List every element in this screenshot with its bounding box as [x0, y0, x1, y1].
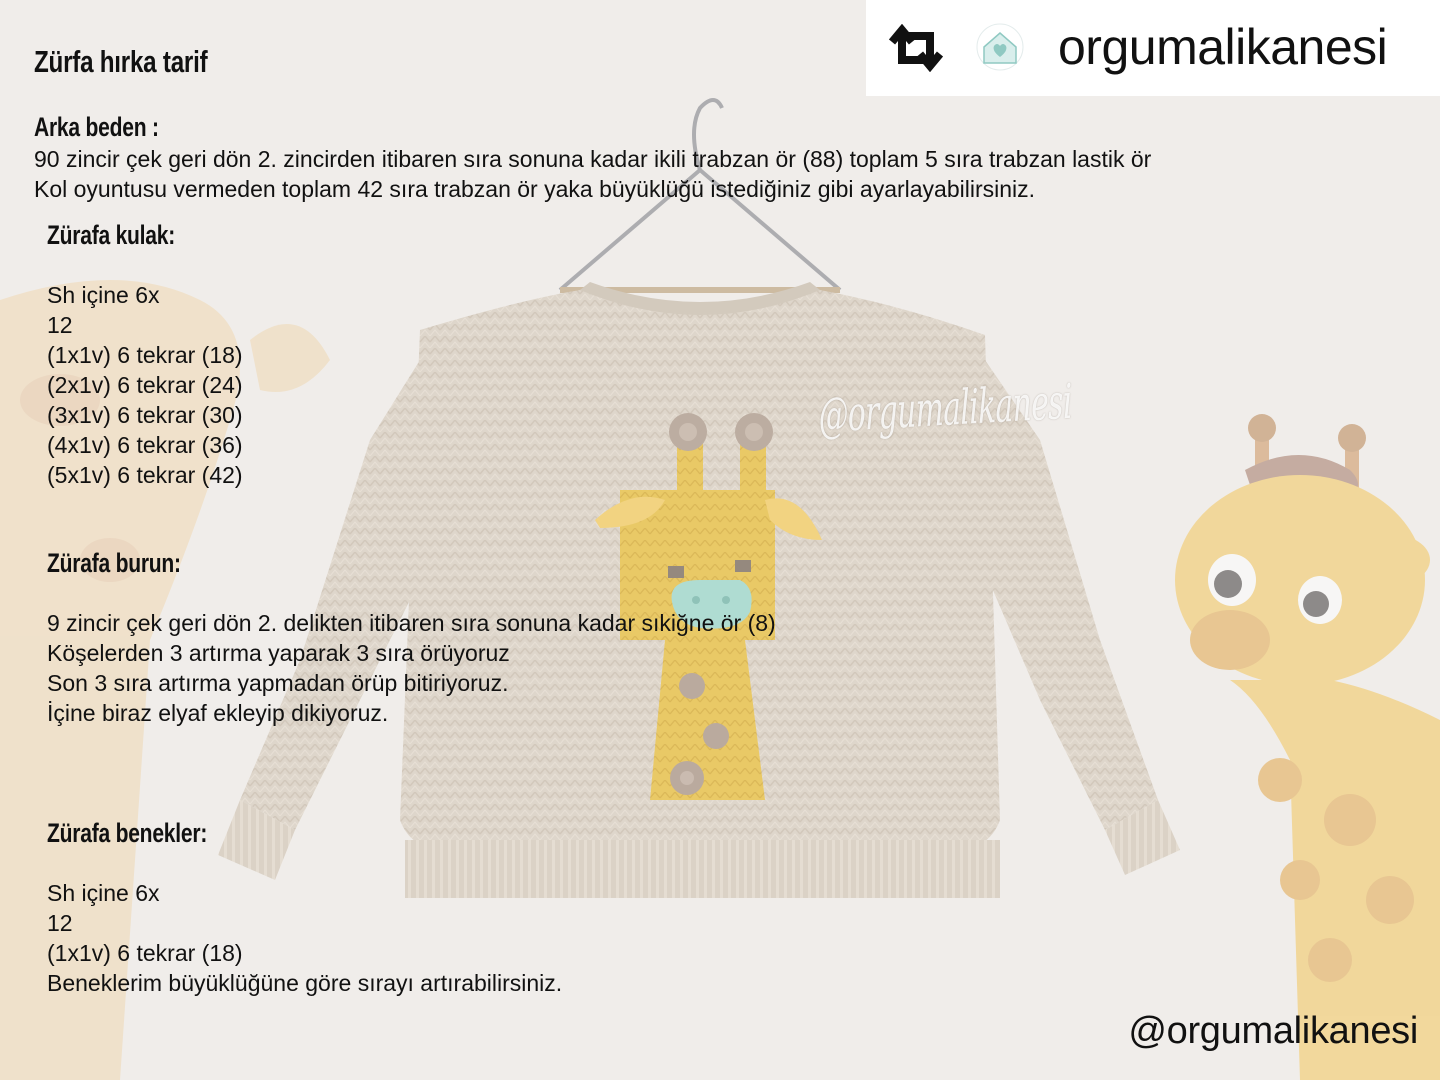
text-line: Kol oyuntusu vermeden toplam 42 sıra trabzan ör yaka büyüklüğü istediğiniz gibi ayarlayabilirsiniz.	[34, 176, 1036, 202]
text-line: 12	[47, 910, 73, 936]
text-line: 9 zincir çek geri dön 2. delikten itibaren sıra sonuna kadar sıkiğne ör (8)	[47, 610, 776, 636]
section-body-kulak	[47, 280, 243, 490]
avatar[interactable]	[970, 14, 1030, 80]
text-line: (1x1v) 6 tekrar (18)	[47, 342, 243, 368]
text-line: Sh içine 6x	[47, 880, 160, 906]
text-line: Son 3 sıra artırma yapmadan örüp bitiriyoruz.	[47, 670, 509, 696]
section-heading-burun: Zürafa burun:	[47, 548, 181, 578]
text-line: 12	[47, 312, 73, 338]
repost-username[interactable]: orgumalikanesi	[1058, 19, 1388, 75]
text-line: (2x1v) 6 tekrar (24)	[47, 372, 243, 398]
section-heading-kulak: Zürafa kulak:	[47, 220, 176, 250]
text-line: (3x1v) 6 tekrar (30)	[47, 402, 243, 428]
text-line: İçine biraz elyaf ekleyip dikiyoruz.	[47, 700, 389, 726]
section-heading-benekler: Zürafa benekler:	[47, 818, 208, 848]
text-line: (1x1v) 6 tekrar (18)	[47, 940, 243, 966]
section-heading-arka-beden: Arka beden :	[34, 112, 159, 142]
footer-handle: @orgumalikanesi	[1128, 1010, 1418, 1052]
house-heart-logo	[976, 23, 1024, 71]
photo-watermark: @orgumalikanesi	[818, 373, 1073, 444]
text-line: Beneklerim büyüklüğüne göre sırayı artırabilirsiniz.	[47, 970, 563, 996]
repost-header	[866, 0, 1440, 96]
section-body-benekler	[47, 878, 562, 998]
recipe-title: Zürfa hırka tarif	[34, 44, 208, 79]
text-line: (5x1v) 6 tekrar (42)	[47, 462, 243, 488]
text-line: Sh içine 6x	[47, 282, 160, 308]
repost-arrows-icon	[886, 24, 946, 72]
section-body-arka-beden	[34, 144, 1151, 204]
text-line: 90 zincir çek geri dön 2. zincirden itibaren sıra sonuna kadar ikili trabzan ör (88) toplam 5 sıra trabzan lastik ör	[34, 146, 1152, 172]
section-body-burun	[47, 608, 776, 728]
text-line: (4x1v) 6 tekrar (36)	[47, 432, 243, 458]
text-line: Köşelerden 3 artırma yaparak 3 sıra örüyoruz	[47, 640, 510, 666]
